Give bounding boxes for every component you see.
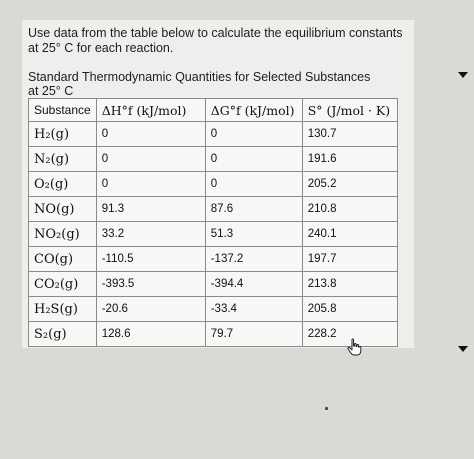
header-gibbs: ΔG°f (kJ/mol) bbox=[205, 99, 302, 122]
question-line-2: at 25° C for each reaction. bbox=[28, 41, 174, 55]
gibbs-cell: 0 bbox=[205, 122, 302, 147]
hand-pointer-icon bbox=[346, 338, 362, 356]
table-row bbox=[29, 322, 398, 347]
thermo-table bbox=[28, 98, 398, 347]
gibbs-cell: 0 bbox=[205, 172, 302, 197]
table-row bbox=[29, 247, 398, 272]
substance-cell: N₂(g) bbox=[29, 147, 97, 172]
entropy-cell: 240.1 bbox=[302, 222, 397, 247]
substance-cell: H₂(g) bbox=[29, 122, 97, 147]
entropy-cell: 213.8 bbox=[302, 272, 397, 297]
chevron-down-icon[interactable] bbox=[458, 72, 468, 78]
header-entropy: S° (J/mol · K) bbox=[302, 99, 397, 122]
enthalpy-cell: 0 bbox=[96, 147, 205, 172]
entropy-cell: 210.8 bbox=[302, 197, 397, 222]
substance-cell: H₂S(g) bbox=[29, 297, 97, 322]
question-text bbox=[28, 26, 408, 56]
header-enthalpy: ΔH°f (kJ/mol) bbox=[96, 99, 205, 122]
enthalpy-cell: 0 bbox=[96, 172, 205, 197]
table-row bbox=[29, 122, 398, 147]
enthalpy-cell: -110.5 bbox=[96, 247, 205, 272]
substance-cell: S₂(g) bbox=[29, 322, 97, 347]
table-row bbox=[29, 147, 398, 172]
gibbs-cell: 51.3 bbox=[205, 222, 302, 247]
entropy-cell: 228.2 bbox=[302, 322, 397, 347]
enthalpy-cell: -20.6 bbox=[96, 297, 205, 322]
table-caption-line-1: Standard Thermodynamic Quantities for Selected Substances bbox=[28, 70, 371, 84]
substance-cell: CO₂(g) bbox=[29, 272, 97, 297]
table-row bbox=[29, 272, 398, 297]
enthalpy-cell: 33.2 bbox=[96, 222, 205, 247]
enthalpy-cell: 128.6 bbox=[96, 322, 205, 347]
substance-cell: CO(g) bbox=[29, 247, 97, 272]
substance-cell: NO(g) bbox=[29, 197, 97, 222]
table-row bbox=[29, 222, 398, 247]
table-row bbox=[29, 297, 398, 322]
substance-cell: O₂(g) bbox=[29, 172, 97, 197]
entropy-cell: 205.2 bbox=[302, 172, 397, 197]
enthalpy-cell: 91.3 bbox=[96, 197, 205, 222]
entropy-cell: 197.7 bbox=[302, 247, 397, 272]
enthalpy-cell: -393.5 bbox=[96, 272, 205, 297]
question-line-1: Use data from the table below to calculate the equilibrium constants bbox=[28, 26, 403, 40]
gibbs-cell: -137.2 bbox=[205, 247, 302, 272]
table-caption bbox=[28, 70, 388, 98]
table-row bbox=[29, 197, 398, 222]
entropy-cell: 130.7 bbox=[302, 122, 397, 147]
gibbs-cell: -33.4 bbox=[205, 297, 302, 322]
gibbs-cell: -394.4 bbox=[205, 272, 302, 297]
substance-cell: NO₂(g) bbox=[29, 222, 97, 247]
table-header-row bbox=[29, 99, 398, 122]
table-row bbox=[29, 172, 398, 197]
enthalpy-cell: 0 bbox=[96, 122, 205, 147]
gibbs-cell: 87.6 bbox=[205, 197, 302, 222]
entropy-cell: 205.8 bbox=[302, 297, 397, 322]
entropy-cell: 191.6 bbox=[302, 147, 397, 172]
gibbs-cell: 79.7 bbox=[205, 322, 302, 347]
chevron-down-icon[interactable] bbox=[458, 346, 468, 352]
table-caption-line-2: at 25° C bbox=[28, 84, 74, 98]
header-substance: Substance bbox=[29, 99, 97, 122]
gibbs-cell: 0 bbox=[205, 147, 302, 172]
stray-mark bbox=[325, 407, 328, 410]
